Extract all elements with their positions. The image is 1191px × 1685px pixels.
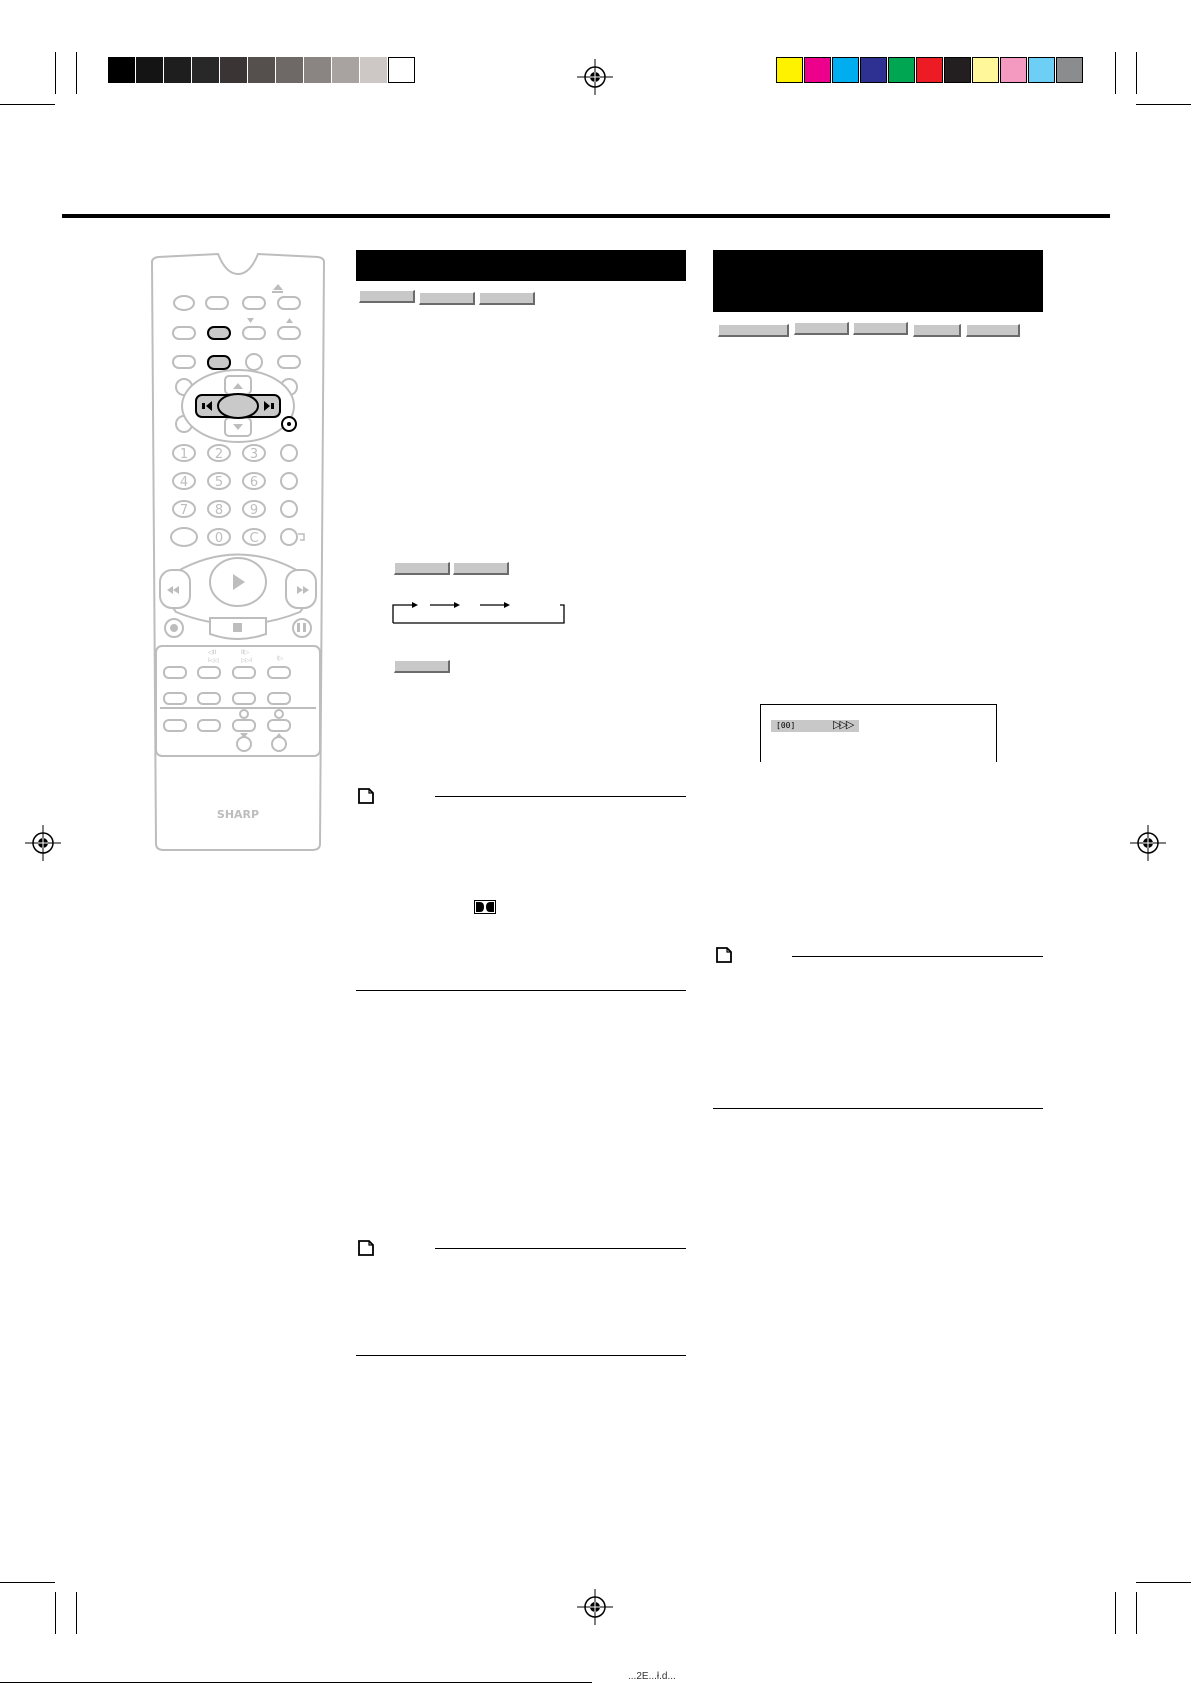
disc-tag bbox=[453, 562, 509, 575]
disc-tag bbox=[718, 324, 789, 337]
registration-mark-icon bbox=[577, 59, 613, 95]
disc-tag bbox=[479, 292, 535, 305]
section-divider bbox=[356, 1355, 686, 1356]
disc-tag bbox=[359, 290, 415, 303]
note-icon bbox=[715, 947, 733, 963]
key-0: 0 bbox=[214, 531, 224, 546]
svg-text:II▷: II▷ bbox=[241, 649, 250, 656]
color-swatch bbox=[804, 57, 831, 83]
color-swatch bbox=[832, 57, 859, 83]
note-rule bbox=[792, 956, 1043, 957]
note-rule bbox=[435, 1248, 686, 1249]
key-3: 3 bbox=[249, 447, 259, 462]
osd-badge: [00] bbox=[776, 721, 796, 730]
svg-text:▷▷I: ▷▷I bbox=[241, 657, 252, 664]
color-swatch bbox=[1000, 57, 1027, 83]
disc-tag bbox=[913, 324, 961, 337]
key-4: 4 bbox=[179, 475, 189, 490]
osd-arrows: ▷▷▷ bbox=[833, 718, 853, 731]
key-5: 5 bbox=[214, 475, 224, 490]
color-swatch bbox=[1028, 57, 1055, 83]
disc-tag bbox=[394, 660, 450, 673]
remote-control-illustration bbox=[146, 252, 330, 854]
color-swatch bbox=[1056, 57, 1083, 83]
key-6: 6 bbox=[249, 475, 259, 490]
registration-mark-icon bbox=[1130, 825, 1166, 861]
registration-mark-icon bbox=[25, 825, 61, 861]
grayscale-swatch bbox=[388, 57, 415, 83]
key-1: 1 bbox=[179, 447, 189, 462]
note-rule bbox=[435, 796, 686, 797]
grayscale-swatch bbox=[360, 57, 387, 83]
key-9: 9 bbox=[249, 503, 259, 518]
svg-text:I▷: I▷ bbox=[277, 655, 284, 662]
grayscale-swatch bbox=[136, 57, 163, 83]
note-icon bbox=[357, 1240, 375, 1256]
key-2: 2 bbox=[214, 447, 224, 462]
grayscale-swatch bbox=[192, 57, 219, 83]
grayscale-swatch bbox=[248, 57, 275, 83]
color-swatch bbox=[944, 57, 971, 83]
color-swatch bbox=[972, 57, 999, 83]
footer-slug-text: ...2E...ł.d... bbox=[628, 1671, 676, 1682]
key-8: 8 bbox=[214, 503, 224, 518]
disc-tag bbox=[394, 562, 450, 575]
color-swatch bbox=[776, 57, 803, 83]
svg-text:I◁◁: I◁◁ bbox=[208, 657, 219, 664]
color-swatch bbox=[916, 57, 943, 83]
disc-tag bbox=[794, 322, 849, 335]
grayscale-swatch bbox=[276, 57, 303, 83]
grayscale-swatch bbox=[164, 57, 191, 83]
brand-logo: SHARP bbox=[216, 808, 260, 821]
section-header-bar-left bbox=[356, 250, 686, 281]
key-c: C bbox=[249, 531, 259, 546]
grayscale-swatch bbox=[304, 57, 331, 83]
key-7: 7 bbox=[179, 503, 189, 518]
section-divider bbox=[356, 990, 686, 991]
section-header-bar-right bbox=[713, 250, 1043, 312]
grayscale-swatch bbox=[220, 57, 247, 83]
grayscale-swatch bbox=[108, 57, 135, 83]
section-divider bbox=[713, 1108, 1043, 1109]
note-icon bbox=[357, 788, 375, 804]
top-rule bbox=[62, 214, 1110, 218]
dolby-double-d-icon bbox=[474, 900, 496, 914]
color-swatch bbox=[888, 57, 915, 83]
registration-mark-icon bbox=[577, 1589, 613, 1625]
grayscale-swatch bbox=[332, 57, 359, 83]
disc-tag bbox=[966, 324, 1020, 337]
footer-rule bbox=[0, 1682, 592, 1683]
osd-screen-box bbox=[760, 704, 997, 762]
cycle-flow-diagram bbox=[390, 598, 570, 626]
disc-tag bbox=[419, 292, 475, 305]
disc-tag bbox=[853, 322, 908, 335]
color-swatch bbox=[860, 57, 887, 83]
svg-text:◁II: ◁II bbox=[208, 649, 217, 656]
